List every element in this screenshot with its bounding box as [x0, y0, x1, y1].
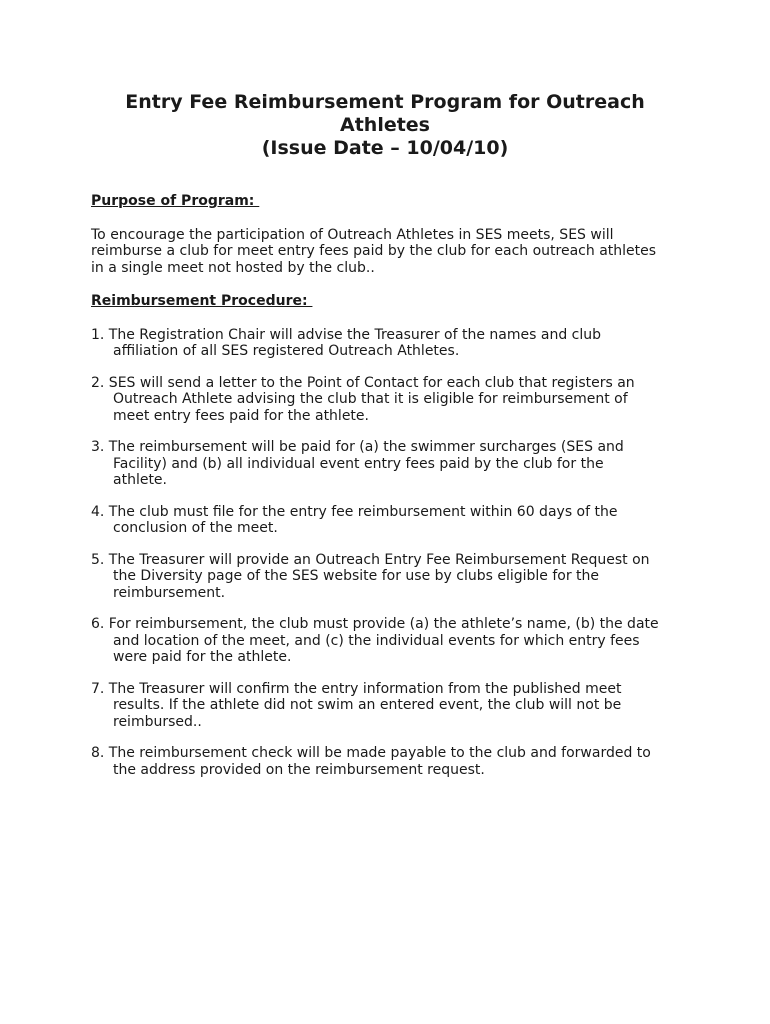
step-line: reimbursed.. [113, 713, 202, 730]
procedure-steps-list [91, 327, 691, 779]
purpose-line: To encourage the participation of Outreach Athletes in SES meets, SES will [91, 226, 614, 243]
step-line: 5. The Treasurer will provide an Outreach Entry Fee Reimbursement Request on [91, 551, 650, 568]
step-line: conclusion of the meet. [113, 520, 278, 536]
step-line: 1. The Registration Chair will advise the Treasurer of the names and club [91, 326, 602, 343]
step-line: reimbursement. [113, 584, 226, 601]
title-line-3: (Issue Date – 10/04/10) [261, 137, 509, 159]
step-line: Facility) and (b) all individual event entry fees paid by the club for the [113, 455, 604, 472]
step-line: the address provided on the reimbursement request. [113, 761, 485, 778]
step-line: 8. The reimbursement check will be made payable to the club and forwarded to [91, 745, 651, 761]
document-body [91, 193, 691, 793]
procedure-heading: Reimbursement Procedure: [91, 293, 313, 309]
step-line: affiliation of all SES registered Outreach Athletes. [113, 343, 460, 359]
procedure-step [91, 375, 691, 425]
procedure-step [91, 745, 691, 778]
step-line: were paid for the athlete. [113, 649, 292, 665]
step-line: meet entry fees paid for the athlete. [113, 407, 369, 424]
procedure-step [91, 681, 691, 731]
step-line: 2. SES will send a letter to the Point of Contact for each club that registers an [91, 374, 635, 391]
step-line: Outreach Athlete advising the club that it is eligible for reimbursement of [113, 391, 628, 407]
step-line: results. If the athlete did not swim an entered event, the club will not be [113, 697, 622, 713]
purpose-line: reimburse a club for meet entry fees paid by the club for each outreach athletes [91, 243, 657, 259]
purpose-heading: Purpose of Program: [91, 193, 260, 209]
purpose-paragraph [91, 227, 691, 277]
step-line: 3. The reimbursement will be paid for (a) the swimmer surcharges (SES and [91, 439, 624, 455]
step-line: 6. For reimbursement, the club must provide (a) the athlete’s name, (b) the date [91, 616, 659, 632]
step-line: the Diversity page of the SES website for use by clubs eligible for the [113, 568, 600, 584]
procedure-step [91, 439, 691, 489]
document-title [90, 91, 680, 160]
title-line-2: Athletes [340, 114, 430, 136]
step-line: 4. The club must file for the entry fee reimbursement within 60 days of the [91, 503, 618, 520]
procedure-step [91, 616, 691, 666]
procedure-step [91, 504, 691, 537]
purpose-line: in a single meet not hosted by the club.. [91, 259, 375, 276]
step-line: athlete. [113, 472, 167, 488]
step-line: 7. The Treasurer will confirm the entry information from the published meet [91, 680, 622, 697]
step-line: and location of the meet, and (c) the individual events for which entry fees [113, 632, 640, 649]
title-line-1: Entry Fee Reimbursement Program for Outreach [125, 91, 645, 113]
procedure-step [91, 552, 691, 602]
procedure-step [91, 327, 691, 360]
